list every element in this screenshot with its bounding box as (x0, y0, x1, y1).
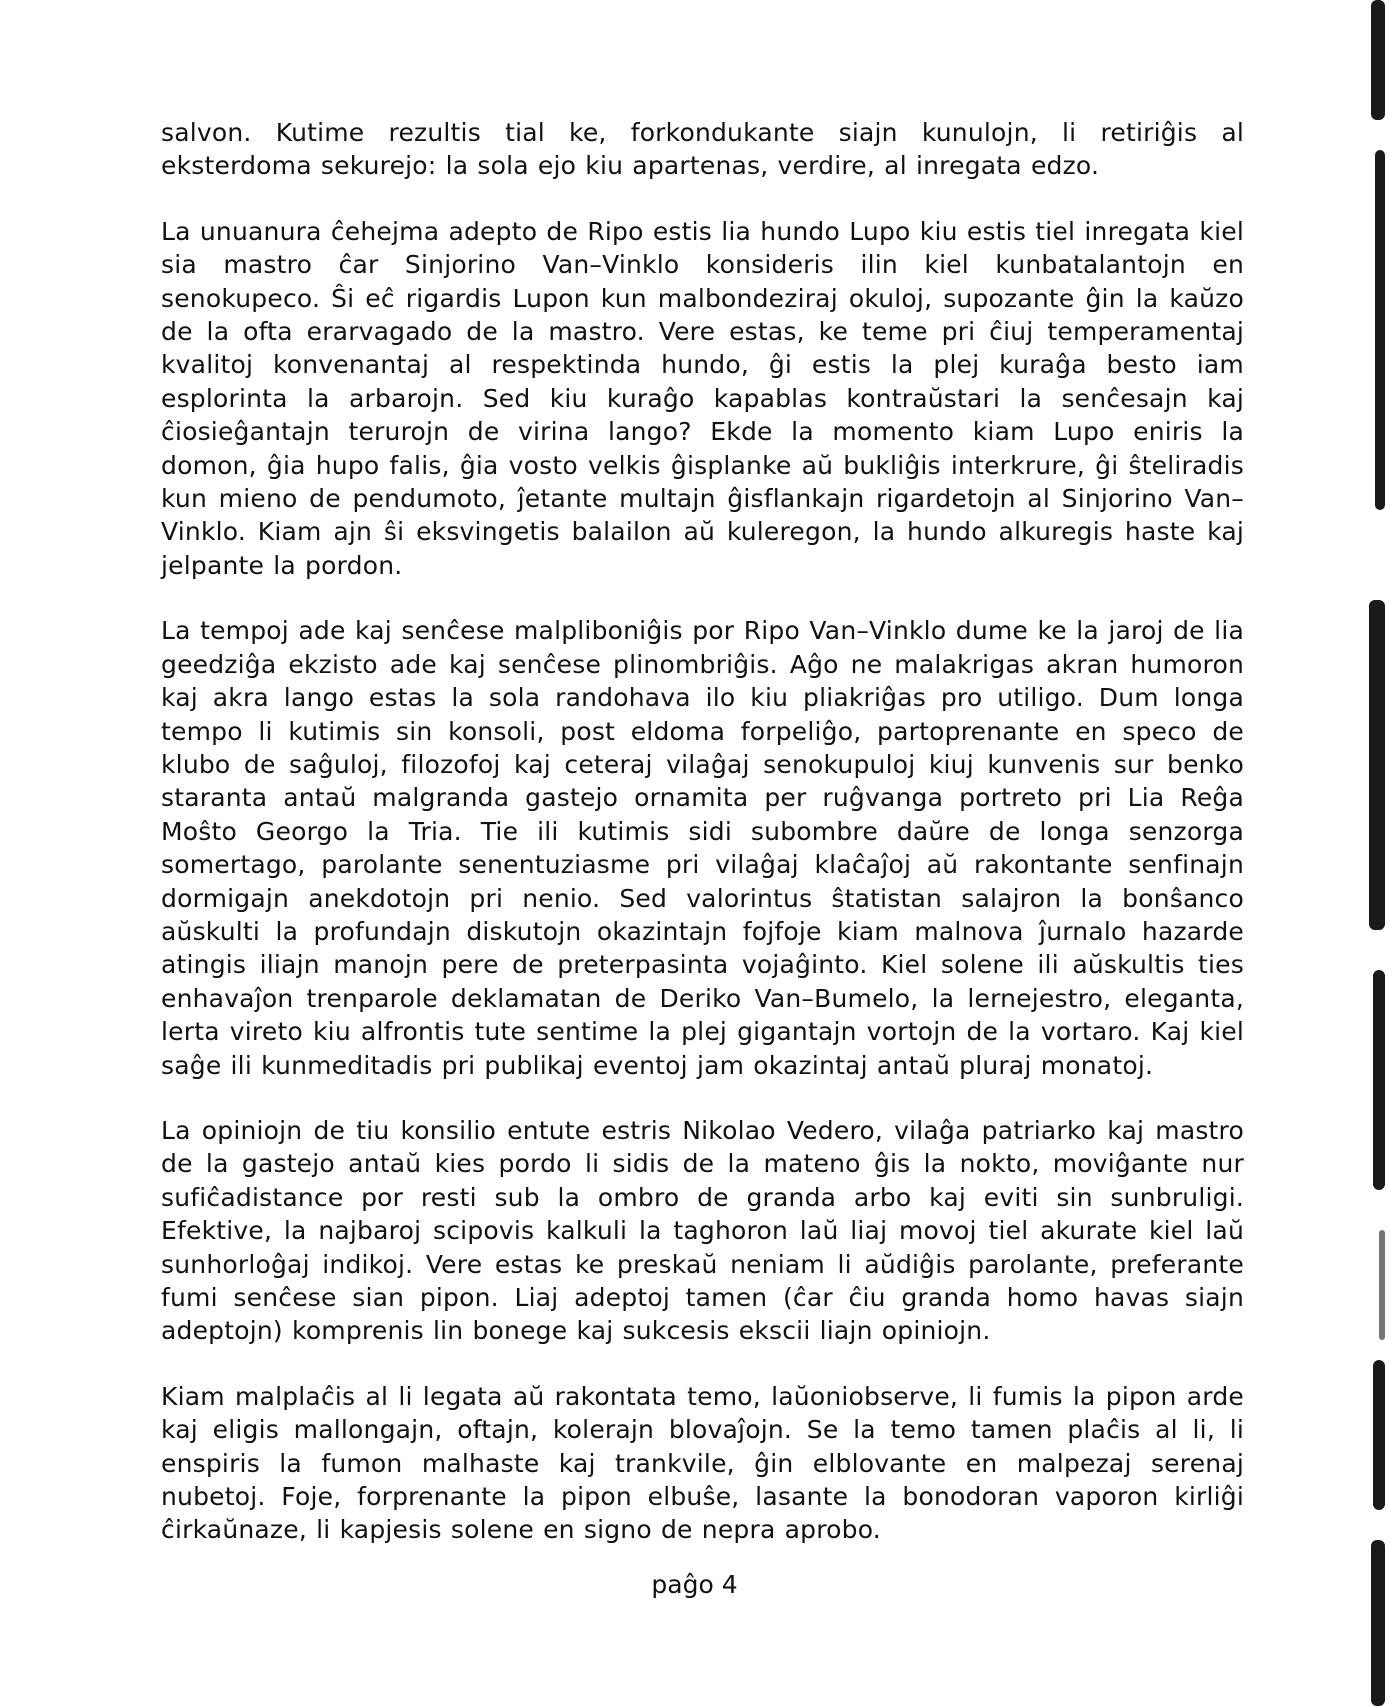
scan-streak (1369, 600, 1385, 930)
paragraph: salvon. Kutime rezultis tial ke, forkondukante siajn kunulojn, li retiriĝis al eksterdoma sekurejo: la sola ejo kiu apartenas, verdire, al inregata edzo. (161, 118, 1244, 181)
scan-streak (1373, 1360, 1385, 1510)
scan-streak (1371, 0, 1385, 120)
paragraph: La unuanura ĉehejma adepto de Ripo estis lia hundo Lupo kiu estis tiel inregata kiel sia mastro ĉar Sinjorino Van–Vinklo konsideris ilin kiel kunbatalantojn en senokupeco. Ŝi eĉ rigardis Lupon kun malbondeziraj okuloj, supozante ĝin la kaŭzo de la ofta erarvagado de la mastro. Vere estas, ke teme pri ĉiuj temperamentaj kvalitoj konvenantaj al respektinda hundo, ĝi estis la plej kuraĝa besto iam esplorinta la arbarojn. Sed kiu kuraĝo kapablas kontraŭstari la senĉesajn kaj ĉiosieĝantajn terurojn de virina lango? Ekde la momento kiam Lupo eniris la domon, ĝia hupo falis, ĝia vosto velkis ĝisplanke aŭ bukliĝis interkrure, ĝi ŝteliradis kun mieno de pendumoto, ĵetante multajn ĝisflankajn rigardetojn al Sinjorino Van–Vinklo. Kiam ajn ŝi eksvingetis balailon aŭ kuleregon, la hundo alkuregis haste kaj jelpante la pordon. (161, 216, 1244, 580)
paragraph: La tempoj ade kaj senĉese malpliboniĝis por Ripo Van–Vinklo dume ke la jaroj de lia geedziĝa ekzisto ade kaj senĉese plinombriĝis. Aĝo ne malakrigas akran humoron kaj akra lango estas la sola randohava ilo kiu pliakriĝas pro utiligo. Dum longa tempo li kutimis sin konsoli, post eldoma forpeliĝo, partoprenante en speco de klubo de saĝuloj, filozofoj kaj ceteraj vilaĝaj senokupuloj kiuj kunvenis sur benko staranta antaŭ malgranda gastejo ornamita per ruĝvanga portreto pri Lia Reĝa Moŝto Georgo la Tria. Tie ili kutimis sidi subombre daŭre de longa senzorga somertago, parolante senentuziasme pri vilaĝaj klaĉaĵoj aŭ rakontante senfinajn dormigajn anekdotojn pri nenio. Sed valorintus ŝtatistan salajron la bonŝanco aŭskulti la profundajn diskutojn okazintajn fojfoje kiam malnova ĵurnalo hazarde atingis iliajn manojn pere de preterpasinta vojaĝinto. Kiel solene ili aŭskultis ties enhavaĵon trenparole deklamatan de Deriko Van–Bumelo, la lernejestro, eleganta, lerta vireto kiu alfrontis tute sentime la plej gigantajn vortojn de la vortaro. Kaj kiel saĝe ili kunmeditadis pri publikaj eventoj jam okazintaj antaŭ pluraj monatoj. (161, 616, 1244, 1080)
scan-edge-artifact (1359, 0, 1389, 1706)
paragraph: La opiniojn de tiu konsilio entute estris Nikolao Vedero, vilaĝa patriarko kaj mastro de la gastejo antaŭ kies pordo li sidis de la mateno ĝis la nokto, moviĝante nur sufiĉadistance por resti sub la ombro de granda arbo kaj eviti sin sunbruligi. Efektive, la najbaroj scipovis kalkuli la taghoron laŭ liaj movoj tiel akurate kiel laŭ sunhorloĝaj indikoj. Vere estas ke preskaŭ neniam li aŭdiĝis parolante, preferante fumi senĉese sian pipon. Liaj adeptoj tamen (ĉar ĉiu granda homo havas siajn adeptojn) komprenis lin bonege kaj sukcesis ekscii liajn opiniojn. (161, 1115, 1244, 1346)
scan-streak (1373, 970, 1385, 1190)
page-number: paĝo 4 (651, 1570, 738, 1599)
scan-streak (1375, 150, 1385, 510)
paragraph: Kiam malplaĉis al li legata aŭ rakontata temo, laŭoniobserve, li fumis la pipon arde kaj eligis mallongajn, oftajn, kolerajn blovaĵojn. Se la temo tamen plaĉis al li, li enspiris la fumon malhaste kaj trankvile, ĝin elblovante en malpezaj serenaj nubetoj. Foje, forprenante la pipon elbuŝe, lasante la bonodoran vaporon kirliĝi ĉirkaŭnaze, li kapjesis solene en signo de nepra aprobo. (161, 1381, 1244, 1545)
scan-streak (1371, 1540, 1385, 1706)
body-text (161, 116, 1244, 1579)
scan-streak (1379, 1230, 1385, 1340)
